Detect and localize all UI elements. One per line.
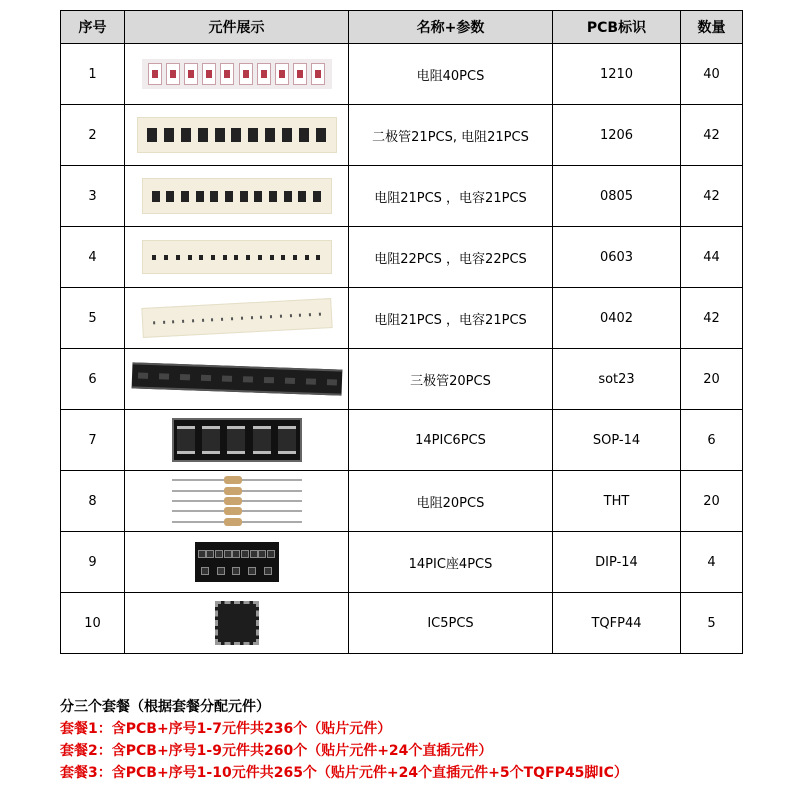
header-image: 元件展示 — [125, 11, 349, 44]
cell-name: 14PIC6PCS — [349, 410, 553, 471]
cell-name: 电阻20PCS — [349, 471, 553, 532]
table-row — [61, 227, 743, 288]
cell-name: 二极管21PCS, 电阻21PCS — [349, 105, 553, 166]
cell-image — [125, 410, 349, 471]
cell-image — [125, 166, 349, 227]
package-item-3: 套餐3：含PCB+序号1-10元件共265个（贴片元件+24个直插元件+5个TQFP45脚IC） — [60, 765, 628, 781]
smd-tape-1206-icon — [137, 117, 337, 153]
cell-qty: 42 — [681, 166, 743, 227]
cell-no: 9 — [61, 532, 125, 593]
cell-qty: 44 — [681, 227, 743, 288]
cell-image — [125, 288, 349, 349]
cell-qty: 40 — [681, 44, 743, 105]
cell-qty: 5 — [681, 593, 743, 654]
cell-qty: 20 — [681, 349, 743, 410]
cell-qty: 4 — [681, 532, 743, 593]
cell-pcb: 0805 — [553, 166, 681, 227]
smd-tape-0402-icon — [141, 298, 332, 338]
cell-no: 10 — [61, 593, 125, 654]
cell-no: 2 — [61, 105, 125, 166]
header-qty: 数量 — [681, 11, 743, 44]
cell-no: 4 — [61, 227, 125, 288]
cell-no: 5 — [61, 288, 125, 349]
table-row — [61, 166, 743, 227]
cell-pcb: 1210 — [553, 44, 681, 105]
cell-image — [125, 471, 349, 532]
parts-table — [60, 10, 743, 654]
package-section — [60, 696, 628, 784]
table-row — [61, 593, 743, 654]
cell-name: IC5PCS — [349, 593, 553, 654]
header-name: 名称+参数 — [349, 11, 553, 44]
table-row — [61, 471, 743, 532]
cell-name: 14PIC座4PCS — [349, 532, 553, 593]
sot23-tape-icon — [131, 362, 342, 395]
table-row — [61, 105, 743, 166]
cell-pcb: 0603 — [553, 227, 681, 288]
cell-pcb: 1206 — [553, 105, 681, 166]
cell-image — [125, 227, 349, 288]
dip14-socket-icon — [195, 542, 279, 582]
package-title: 分三个套餐（根据套餐分配元件） — [60, 699, 270, 715]
cell-name: 三极管20PCS — [349, 349, 553, 410]
cell-pcb: 0402 — [553, 288, 681, 349]
cell-image — [125, 44, 349, 105]
cell-no: 6 — [61, 349, 125, 410]
cell-pcb: TQFP44 — [553, 593, 681, 654]
cell-no: 3 — [61, 166, 125, 227]
smd-tape-0603-icon — [142, 240, 332, 274]
cell-no: 1 — [61, 44, 125, 105]
cell-no: 7 — [61, 410, 125, 471]
tht-resistor-icon — [172, 475, 302, 527]
package-item-1: 套餐1：含PCB+序号1-7元件共236个（贴片元件） — [60, 721, 392, 737]
cell-name: 电阻21PCS ，电容21PCS — [349, 166, 553, 227]
cell-pcb: THT — [553, 471, 681, 532]
table-header-row — [61, 11, 743, 44]
table-row — [61, 288, 743, 349]
table-row — [61, 410, 743, 471]
table-row — [61, 349, 743, 410]
cell-name: 电阻22PCS ，电容22PCS — [349, 227, 553, 288]
cell-qty: 42 — [681, 105, 743, 166]
table-row — [61, 532, 743, 593]
sop14-ic-icon — [172, 418, 302, 462]
cell-qty: 6 — [681, 410, 743, 471]
cell-pcb: DIP-14 — [553, 532, 681, 593]
cell-name: 电阻21PCS ，电容21PCS — [349, 288, 553, 349]
cell-image — [125, 105, 349, 166]
header-pcb: PCB标识 — [553, 11, 681, 44]
cell-image — [125, 349, 349, 410]
cell-image — [125, 593, 349, 654]
header-no: 序号 — [61, 11, 125, 44]
cell-image — [125, 532, 349, 593]
cell-qty: 42 — [681, 288, 743, 349]
cell-pcb: SOP-14 — [553, 410, 681, 471]
cell-no: 8 — [61, 471, 125, 532]
cell-qty: 20 — [681, 471, 743, 532]
table-row — [61, 44, 743, 105]
cell-pcb: sot23 — [553, 349, 681, 410]
cell-name: 电阻40PCS — [349, 44, 553, 105]
resistor-strip-icon — [142, 59, 332, 89]
tqfp44-chip-icon — [215, 601, 259, 645]
package-item-2: 套餐2：含PCB+序号1-9元件共260个（贴片元件+24个直插元件） — [60, 743, 493, 759]
smd-tape-0805-icon — [142, 178, 332, 214]
